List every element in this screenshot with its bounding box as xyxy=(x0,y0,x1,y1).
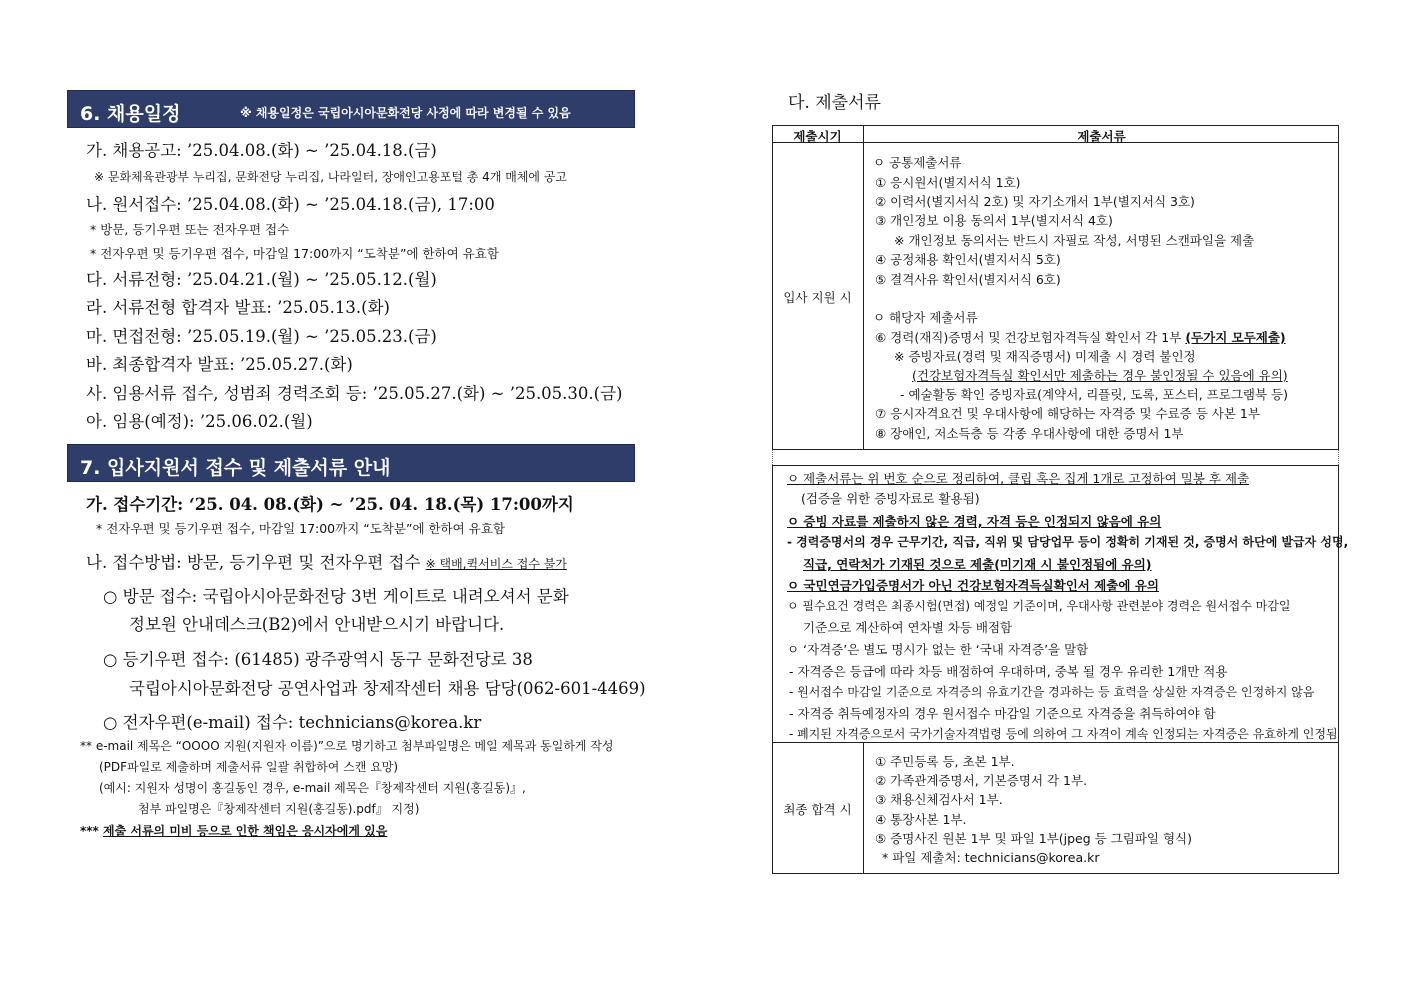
doc-line: ⑧ 장애인, 저소득층 등 각종 우대사항에 대한 증명서 1부 xyxy=(875,426,1184,441)
table-gap xyxy=(771,450,1341,465)
note-line: ㅇ 국민연금가입증명서가 아닌 건강보험자격득실확인서 제출에 유의 xyxy=(787,578,1159,593)
note-line: ㅇ 제출서류는 위 번호 순으로 정리하여, 클립 혹은 집게 1개로 고정하여 밀봉 후 제출 xyxy=(787,471,1250,486)
schedule-line: 마. 면접전형: ’25.05.19.(월) ~ ’25.05.23.(금) xyxy=(86,327,437,346)
note-line: 기준으로 계산하여 연차별 차등 배점함 xyxy=(803,620,1013,635)
doc-line: ④ 공정채용 확인서(별지서식 5호) xyxy=(875,252,1061,267)
schedule-line: 아. 임용(예정): ’25.06.02.(월) xyxy=(86,412,313,431)
gap-dotted-right xyxy=(1338,450,1339,465)
note-line: 직급, 연락처가 기재된 것으로 제출(미기재 시 불인정됨에 유의) xyxy=(803,557,1152,572)
table-col-divider xyxy=(863,125,864,449)
schedule-line: 사. 임용서류 접수, 성범죄 경력조회 등: ’25.05.27.(화) ~ ’25.05.30.(금) xyxy=(86,384,623,403)
row-label-final: 최종 합격 시 xyxy=(783,802,852,817)
final-doc-line: ③ 채용신체검사서 1부. xyxy=(875,792,1003,807)
email-note-4: 첨부 파일명은『창제작센터 지원(홍길동).pdf』 지정) xyxy=(138,802,420,816)
application-method-text: 나. 접수방법: 방문, 등기우편 및 전자우편 접수 xyxy=(86,553,421,572)
doc-line: ① 응시원서(별지서식 1호) xyxy=(875,175,1021,190)
final-doc-line: ① 주민등록 등, 초본 1부. xyxy=(875,754,1015,769)
doc-line: ⑤ 결격사유 확인서(별지서식 6호) xyxy=(875,272,1061,287)
final-doc-line: ② 가족관계증명서, 기본증명서 각 1부. xyxy=(875,773,1088,788)
row-label-apply: 입사 지원 시 xyxy=(783,290,852,305)
doc-line: ※ 증빙자료(경력 및 재직증명서) 미제출 시 경력 불인정 xyxy=(894,349,1196,364)
gap-dotted-left xyxy=(772,450,773,465)
mail-line-1: ○ 등기우편 접수: (61485) 광주광역시 동구 문화전당로 38 xyxy=(103,650,533,669)
doc-line: ㅇ 공통제출서류 xyxy=(873,155,962,170)
section-7-title: 7. 입사지원서 접수 및 제출서류 안내 xyxy=(80,457,391,479)
section-6-note: ※ 채용일정은 국립아시아문화전당 사정에 따라 변경될 수 있음 xyxy=(240,106,571,120)
responsibility-text: 제출 서류의 미비 등으로 인한 책임은 응시자에게 있음 xyxy=(103,824,388,838)
schedule-note: * 방문, 등기우편 또는 전자우편 접수 xyxy=(90,222,290,237)
email-note-3: (예시: 지원자 성명이 홍길동인 경우, e-mail 제목은『창제작센터 지원(홍길동)』, xyxy=(99,781,526,795)
note-line: - 자격증은 등급에 따라 차등 배점하여 우대하며, 중복 될 경우 유리한 1개만 적용 xyxy=(789,664,1228,679)
email-note-2: (PDF파일로 제출하며 제출서류 일괄 취합하여 스캔 요망) xyxy=(99,760,399,774)
note-line: (검증을 위한 증빙자료로 활용됨) xyxy=(801,491,980,506)
schedule-note: ※ 문화체육관광부 누리집, 문화전당 누리집, 나라일터, 장애인고용포털 총 4개 매체에 공고 xyxy=(94,170,568,184)
note-line: - 자격증 취득예정자의 경우 원서접수 마감일 기준으로 자격증을 취득하여야 함 xyxy=(789,706,1216,721)
note-line: - 폐지된 자격증으로서 국가기술자격법령 등에 의하여 그 자격이 계속 인정되는 자격증은 유효하게 인정됨 xyxy=(789,727,1338,741)
doc-line: ㅇ 해당자 제출서류 xyxy=(873,310,978,325)
schedule-line: 가. 채용공고: ’25.04.08.(화) ~ ’25.04.18.(금) xyxy=(86,141,437,160)
schedule-note: * 전자우편 및 등기우편 접수, 마감일 17:00까지 “도착분”에 한하여 유효함 xyxy=(90,246,499,261)
table-notes-top xyxy=(772,465,1339,466)
doc-line: - 예술활동 확인 증빙자료(계약서, 리플릿, 도록, 포스터, 프로그램북 등) xyxy=(900,387,1288,402)
doc-line xyxy=(875,328,1286,346)
documents-heading: 다. 제출서류 xyxy=(788,93,881,113)
visit-line-2: 정보원 안내데스크(B2)에서 안내받으시기 바랍니다. xyxy=(129,615,505,634)
note-line: ㅇ 필수요건 경력은 최종시험(면접) 예정일 기준이며, 우대사항 관련분야 경력은 원서접수 마감일 xyxy=(787,599,1291,613)
section-6-title: 6. 채용일정 xyxy=(80,103,181,125)
schedule-line: 나. 원서접수: ’25.04.08.(화) ~ ’25.04.18.(금), 17:00 xyxy=(86,195,495,214)
doc-line: ③ 개인정보 이용 동의서 1부(별지서식 4호) xyxy=(875,213,1113,228)
col-header-documents: 제출서류 xyxy=(1077,129,1126,144)
email-line: ○ 전자우편(e-mail) 접수: technicians@korea.kr xyxy=(103,713,482,732)
section-7-banner xyxy=(67,444,635,482)
section-6-banner xyxy=(67,90,635,128)
table-col-divider xyxy=(863,742,864,874)
final-doc-line: ⑤ 증명사진 원본 1부 및 파일 1부(jpeg 등 그림파일 형식) xyxy=(875,831,1193,846)
final-doc-line: * 파일 제출처: technicians@korea.kr xyxy=(882,850,1100,865)
doc-line: ⑦ 응시자격요건 및 우대사항에 해당하는 자격증 및 수료증 등 사본 1부 xyxy=(875,406,1260,421)
doc-line-text: ⑥ 경력(재직)증명서 및 건강보험자격득실 확인서 각 1부 xyxy=(875,330,1182,345)
note-line: ㅇ 증빙 자료를 제출하지 않은 경력, 자격 등은 인정되지 않음에 유의 xyxy=(787,514,1162,529)
col-header-timing: 제출시기 xyxy=(793,129,842,144)
doc-line: ② 이력서(별지서식 2호) 및 자기소개서 1부(별지서식 3호) xyxy=(875,194,1195,209)
email-note-1: ** e-mail 제목은 “OOOO 지원(지원자 이름)”으로 명기하고 첨부파일명은 메일 제목과 동일하게 작성 xyxy=(80,739,614,753)
note-line: - 원서접수 마감일 기준으로 자격증의 유효기간을 경과하는 등 효력을 상실한 자격증은 인정하지 않음 xyxy=(789,685,1315,699)
visit-line-1: ○ 방문 접수: 국립아시아문화전당 3번 게이트로 내려오셔서 문화 xyxy=(103,587,569,606)
doc-line: ※ 개인정보 동의서는 반드시 자필로 작성, 서명된 스캔파일을 제출 xyxy=(894,233,1255,248)
application-method-note: ※ 택배,퀵서비스 접수 불가 xyxy=(425,557,567,571)
application-period-note: * 전자우편 및 등기우편 접수, 마감일 17:00까지 “도착분”에 한하여 유효함 xyxy=(96,521,505,536)
application-method xyxy=(86,549,567,573)
doc-line-emphasis: (두가지 모두제출) xyxy=(1185,330,1286,345)
schedule-line: 다. 서류전형: ’25.04.21.(월) ~ ’25.05.12.(월) xyxy=(86,270,437,289)
note-line: ㅇ ‘자격증’은 별도 명시가 없는 한 ‘국내 자격증’을 말함 xyxy=(787,642,1089,657)
responsibility-note xyxy=(80,822,387,839)
schedule-line: 라. 서류전형 합격자 발표: ’25.05.13.(화) xyxy=(86,298,390,317)
application-period: 가. 접수기간: ‘25. 04. 08.(화) ~ ’25. 04. 18.(목) 17:00까지 xyxy=(86,495,574,514)
mail-line-2: 국립아시아문화전당 공연사업과 창제작센터 채용 담당(062-601-4469) xyxy=(129,679,646,698)
final-doc-line: ④ 통장사본 1부. xyxy=(875,812,967,827)
doc-line: (건강보험자격득실 확인서만 제출하는 경우 불인정될 수 있음에 유의) xyxy=(912,368,1288,383)
schedule-line: 바. 최종합격자 발표: ’25.05.27.(화) xyxy=(86,355,353,374)
note-line: - 경력증명서의 경우 근무기간, 직급, 직위 및 담당업무 등이 정확히 기재된 것, 증명서 하단에 발급자 성명, xyxy=(787,535,1349,549)
table-notes-bottom xyxy=(772,742,1339,743)
responsibility-prefix: *** xyxy=(80,824,99,838)
